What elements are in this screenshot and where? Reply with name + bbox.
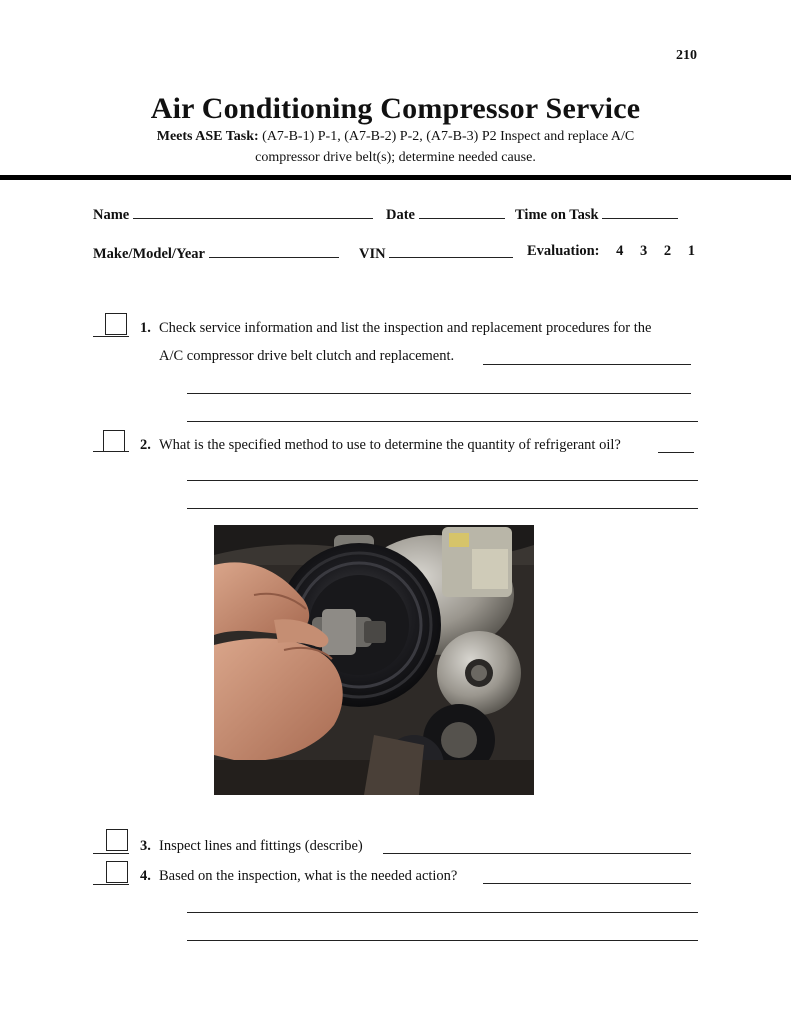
evaluation-score-4[interactable]: 4 [616, 243, 624, 259]
q1-text-line2: A/C compressor drive belt clutch and replacement. [159, 348, 455, 364]
q2-answer-line[interactable] [187, 508, 698, 509]
q4-answer-line[interactable] [187, 912, 698, 913]
q2-text-line1: What is the specified method to use to determine the quantity of refrigerant oil? [159, 437, 621, 453]
page-title: Air Conditioning Compressor Service [150, 92, 641, 125]
evaluation-field [527, 243, 695, 260]
time-field [515, 204, 678, 224]
q3-number: 3. [140, 838, 151, 854]
header-rule [0, 175, 791, 180]
q1-answer-line[interactable] [187, 393, 691, 394]
time-label: Time on Task [515, 207, 599, 223]
name-label: Name [93, 207, 130, 223]
q1-text-line1: Check service information and list the inspection and replacement procedures for the [159, 320, 652, 336]
ase-task-label: Meets ASE Task: [156, 129, 259, 144]
name-field [93, 204, 373, 224]
ase-task-line-1 [0, 129, 791, 145]
q2-answer-line[interactable] [187, 480, 698, 481]
q3-answer-line[interactable] [383, 853, 691, 854]
q1-answer-line[interactable] [483, 364, 691, 365]
date-field [386, 204, 505, 224]
date-blank[interactable] [419, 204, 505, 219]
q4-text-line1: Based on the inspection, what is the needed action? [159, 868, 458, 884]
q1-check-underline [93, 336, 129, 337]
q1-number: 1. [140, 320, 151, 336]
vin-label: VIN [359, 246, 386, 262]
q3-check-underline [93, 853, 129, 854]
ase-task-line-2: compressor drive belt(s); determine needed cause. [255, 150, 536, 165]
q4-checkbox[interactable] [106, 861, 128, 883]
evaluation-score-2[interactable]: 2 [663, 243, 672, 259]
q4-check-underline [93, 884, 129, 885]
q4-number: 4. [140, 868, 151, 884]
vin-field [359, 243, 513, 263]
q4-answer-line[interactable] [187, 940, 698, 941]
q2-number: 2. [140, 437, 151, 453]
q1-checkbox[interactable] [105, 313, 127, 335]
q1-answer-line[interactable] [187, 421, 698, 422]
compressor-clutch-photo [214, 525, 534, 795]
name-blank[interactable] [133, 204, 373, 219]
q2-answer-line[interactable] [658, 452, 694, 453]
vin-blank[interactable] [389, 243, 513, 258]
page-number: 210 [676, 48, 697, 63]
make-model-year-label: Make/Model/Year [93, 246, 205, 262]
time-blank[interactable] [602, 204, 678, 219]
evaluation-score-3[interactable]: 3 [640, 243, 648, 259]
evaluation-label: Evaluation: [527, 243, 600, 259]
evaluation-score-1[interactable]: 1 [687, 243, 696, 259]
q2-checkbox[interactable] [103, 430, 125, 452]
make-model-year-field [93, 243, 339, 263]
make-model-year-blank[interactable] [209, 243, 339, 258]
ase-task-text-1: (A7-B-1) P-1, (A7-B-2) P-2, (A7-B-3) P2 Inspect and replace A/C [262, 129, 635, 144]
q3-checkbox[interactable] [106, 829, 128, 851]
date-label: Date [386, 207, 415, 223]
q4-answer-line[interactable] [483, 883, 691, 884]
q3-text-line1: Inspect lines and fittings (describe) [159, 838, 363, 854]
